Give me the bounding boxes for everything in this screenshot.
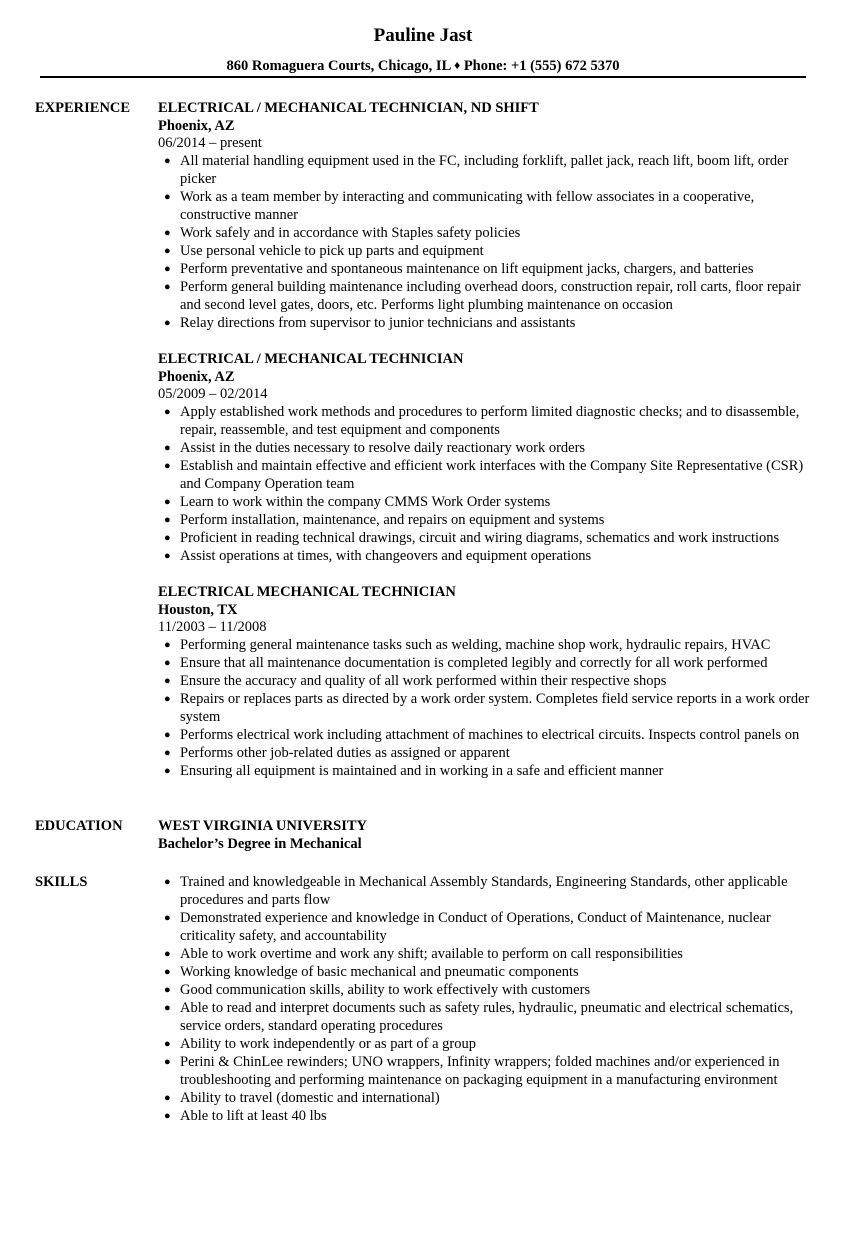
list-item (158, 1053, 818, 1089)
diamond-separator-icon: ♦ (454, 58, 461, 72)
skills-list (158, 873, 818, 1125)
skill-text: Good communication skills, ability to work effectively with customers (180, 982, 591, 998)
list-item (158, 242, 818, 260)
list-item (158, 672, 818, 690)
list-item (158, 457, 818, 493)
section-label-skills: SKILLS (35, 874, 88, 890)
list-item (158, 224, 818, 242)
skill-text: Demonstrated experience and knowledge in Conduct of Operations, Conduct of Maintenance, nuclear criticality safety, and accountability (180, 910, 771, 944)
skill-text: Ability to travel (domestic and international) (180, 1090, 440, 1106)
bullet-icon: ● (164, 496, 171, 508)
skill-text: Able to read and interpret documents such as safety rules, hydraulic, pneumatic and electrical schematics, service orders, standard operating procedures (180, 1000, 794, 1034)
skill-text: Able to lift at least 40 lbs (180, 1108, 327, 1124)
header-divider (40, 76, 806, 78)
bullet-icon: ● (164, 876, 171, 888)
job-bullets (158, 403, 818, 565)
bullet-icon: ● (164, 245, 171, 257)
skill-text: Able to work overtime and work any shift; available to perform on call responsibilities (180, 946, 683, 962)
bullet-icon: ● (164, 729, 171, 741)
job-location: Phoenix, AZ (158, 369, 235, 385)
bullet-icon: ● (164, 263, 171, 275)
skill-text: Trained and knowledgeable in Mechanical Assembly Standards, Engineering Standards, other applicable procedures and parts flow (180, 874, 788, 908)
bullet-icon: ● (164, 227, 171, 239)
bullet-icon: ● (164, 948, 171, 960)
list-item (158, 1035, 818, 1053)
bullet-icon: ● (164, 747, 171, 759)
list-item (158, 1107, 818, 1125)
list-item (158, 493, 818, 511)
list-item (158, 744, 818, 762)
list-item (158, 873, 818, 909)
skill-text: Working knowledge of basic mechanical and pneumatic components (180, 964, 579, 980)
list-item (158, 999, 818, 1035)
job-entry (158, 583, 818, 780)
phone: Phone: +1 (555) 672 5370 (463, 58, 620, 74)
bullet-text: Assist operations at times, with changeovers and equipment operations (180, 548, 592, 564)
list-item (158, 188, 818, 224)
job-dates: 11/2003 – 11/2008 (158, 619, 267, 635)
job-title: ELECTRICAL / MECHANICAL TECHNICIAN (158, 351, 464, 367)
list-item (158, 636, 818, 654)
job-location: Houston, TX (158, 602, 238, 618)
bullet-icon: ● (164, 532, 171, 544)
bullet-icon: ● (164, 657, 171, 669)
bullet-icon: ● (164, 639, 171, 651)
bullet-icon: ● (164, 966, 171, 978)
skill-text: Ability to work independently or as part of a group (180, 1036, 476, 1052)
bullet-icon: ● (164, 1110, 171, 1122)
list-item (158, 547, 818, 565)
experience-body (158, 99, 818, 798)
list-item (158, 511, 818, 529)
bullet-icon: ● (164, 765, 171, 777)
resume-header (0, 24, 846, 75)
bullet-icon: ● (164, 912, 171, 924)
bullet-icon: ● (164, 155, 171, 167)
bullet-icon: ● (164, 281, 171, 293)
list-item (158, 529, 818, 547)
bullet-text: Perform installation, maintenance, and repairs on equipment and systems (180, 512, 605, 528)
job-bullets (158, 636, 818, 780)
job-title: ELECTRICAL / MECHANICAL TECHNICIAN, ND SHIFT (158, 100, 539, 116)
bullet-icon: ● (164, 442, 171, 454)
bullet-text: Work as a team member by interacting and communicating with fellow associates in a cooperative, constructive manner (180, 189, 755, 223)
bullet-icon: ● (164, 460, 171, 472)
list-item (158, 260, 818, 278)
list-item (158, 726, 818, 744)
bullet-text: Ensure that all maintenance documentation is completed legibly and correctly for all work performed (180, 655, 768, 671)
bullet-text: Perform preventative and spontaneous maintenance on lift equipment jacks, chargers, and batteries (180, 261, 754, 277)
bullet-text: Performs electrical work including attachment of machines to electrical circuits. Inspects control panels on (180, 727, 800, 743)
contact-line (0, 57, 846, 75)
bullet-text: Repairs or replaces parts as directed by a work order system. Completes field service reports in a work order system (180, 691, 810, 725)
job-dates: 06/2014 – present (158, 135, 262, 151)
bullet-icon: ● (164, 317, 171, 329)
education-body (158, 817, 818, 853)
bullet-text: Use personal vehicle to pick up parts and equipment (180, 243, 484, 259)
candidate-name: Pauline Jast (373, 25, 473, 46)
job-entry (158, 99, 818, 332)
bullet-icon: ● (164, 693, 171, 705)
list-item (158, 762, 818, 780)
job-location: Phoenix, AZ (158, 118, 235, 134)
bullet-text: Ensuring all equipment is maintained and in working in a safe and efficient manner (180, 763, 664, 779)
job-title: ELECTRICAL MECHANICAL TECHNICIAN (158, 584, 456, 600)
list-item (158, 690, 818, 726)
bullet-text: Ensure the accuracy and quality of all work performed within their respective shops (180, 673, 667, 689)
list-item (158, 1089, 818, 1107)
job-bullets (158, 152, 818, 332)
bullet-icon: ● (164, 1038, 171, 1050)
bullet-text: Assist in the duties necessary to resolve daily reactionary work orders (180, 440, 586, 456)
degree: Bachelor’s Degree in Mechanical (158, 836, 362, 852)
list-item (158, 909, 818, 945)
bullet-icon: ● (164, 1056, 171, 1068)
skills-body (158, 873, 818, 1125)
skill-text: Perini & ChinLee rewinders; UNO wrappers, Infinity wrappers; folded machines and/or experienced in troubleshooting and performing maintenance on packaging equipment in a manufacturing environment (180, 1054, 780, 1088)
address: 860 Romaguera Courts, Chicago, IL (226, 58, 451, 74)
list-item (158, 963, 818, 981)
bullet-text: Perform general building maintenance including overhead doors, construction repair, roll carts, floor repair and second level gates, doors, etc. Performs light plumbing maintenance on occasion (180, 279, 801, 313)
list-item (158, 981, 818, 999)
bullet-text: Relay directions from supervisor to junior technicians and assistants (180, 315, 576, 331)
list-item (158, 403, 818, 439)
list-item (158, 945, 818, 963)
bullet-text: All material handling equipment used in the FC, including forklift, pallet jack, reach lift, boom lift, order picker (180, 153, 789, 187)
section-label-experience: EXPERIENCE (35, 100, 131, 116)
list-item (158, 314, 818, 332)
bullet-icon: ● (164, 1092, 171, 1104)
bullet-icon: ● (164, 675, 171, 687)
bullet-text: Apply established work methods and procedures to perform limited diagnostic checks; and to disassemble, repair, reassemble, and test equipment and components (180, 404, 800, 438)
school-name: WEST VIRGINIA UNIVERSITY (158, 818, 367, 834)
list-item (158, 152, 818, 188)
bullet-text: Work safely and in accordance with Staples safety policies (180, 225, 521, 241)
section-label-education: EDUCATION (35, 818, 123, 834)
bullet-text: Proficient in reading technical drawings, circuit and wiring diagrams, schematics and work instructions (180, 530, 780, 546)
list-item (158, 439, 818, 457)
list-item (158, 278, 818, 314)
bullet-text: Establish and maintain effective and efficient work interfaces with the Company Site Representative (CSR) and Company Operation team (180, 458, 804, 492)
bullet-text: Learn to work within the company CMMS Work Order systems (180, 494, 551, 510)
bullet-text: Performs other job-related duties as assigned or apparent (180, 745, 510, 761)
bullet-icon: ● (164, 550, 171, 562)
job-entry (158, 350, 818, 565)
bullet-icon: ● (164, 406, 171, 418)
job-dates: 05/2009 – 02/2014 (158, 386, 268, 402)
bullet-icon: ● (164, 191, 171, 203)
list-item (158, 654, 818, 672)
bullet-icon: ● (164, 1002, 171, 1014)
bullet-text: Performing general maintenance tasks such as welding, machine shop work, hydraulic repairs, HVAC (180, 637, 771, 653)
bullet-icon: ● (164, 514, 171, 526)
bullet-icon: ● (164, 984, 171, 996)
